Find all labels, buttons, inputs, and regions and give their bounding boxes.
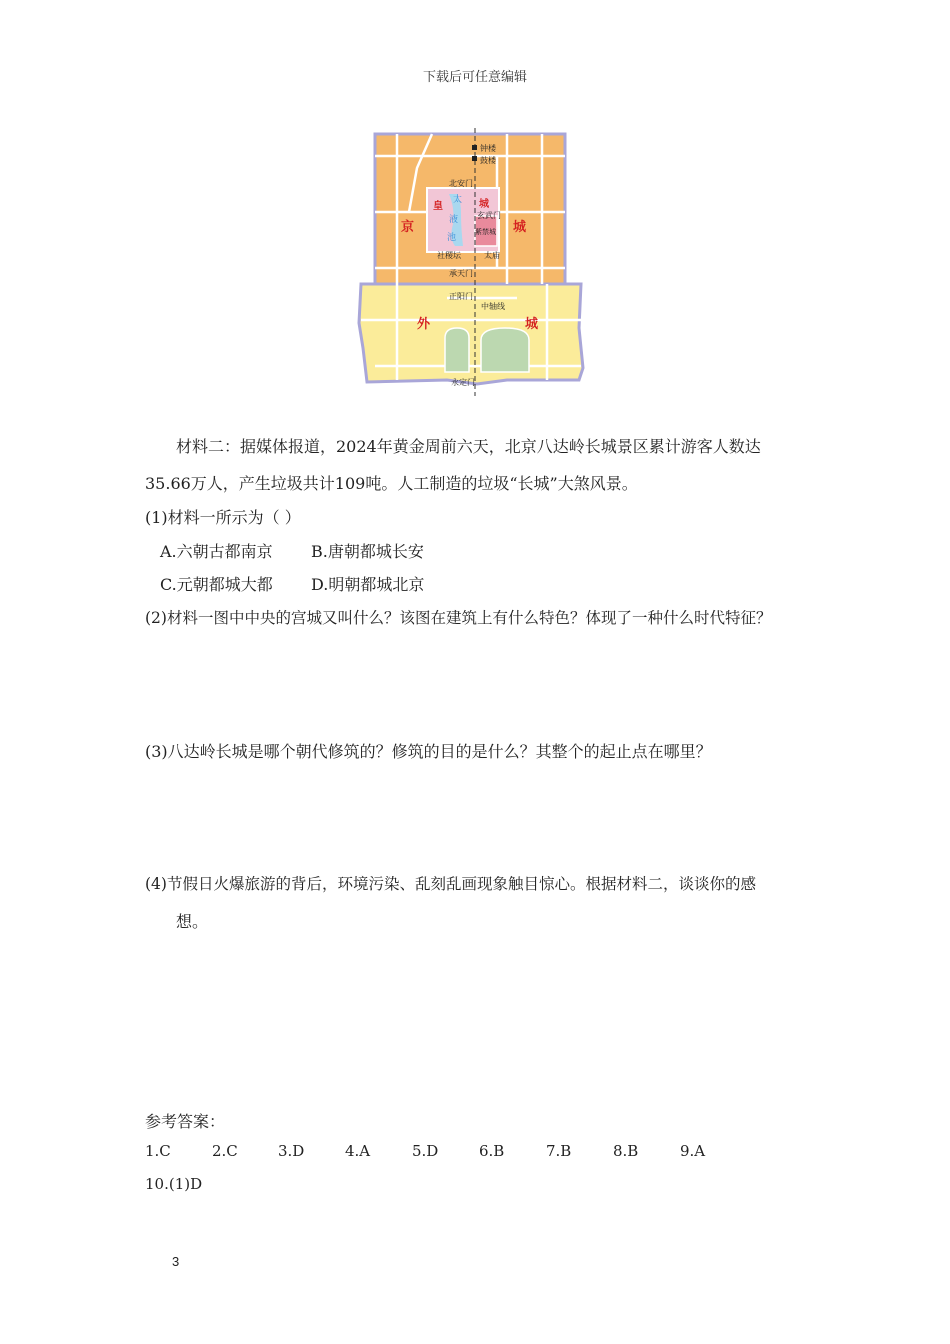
answer-3: 3.D xyxy=(278,1142,305,1160)
label-xuanwumen: 玄武门 xyxy=(477,211,501,220)
question-3: (3)八达岭长城是哪个朝代修筑的？修筑的目的是什么？其整个的起止点在哪里？ xyxy=(145,742,712,761)
answer-9: 9.A xyxy=(680,1142,706,1160)
label-chi: 池 xyxy=(447,233,457,243)
label-beianmen: 北安门 xyxy=(449,179,473,188)
park-right xyxy=(481,328,529,372)
label-ye: 液 xyxy=(449,215,459,225)
option-b: B.唐朝都城长安 xyxy=(311,542,424,561)
label-jing: 京 xyxy=(401,220,415,235)
label-taimiao: 太庙 xyxy=(484,251,500,260)
label-zhonglou: 钟楼 xyxy=(480,144,496,153)
map-svg xyxy=(357,128,607,396)
answer-10: 10.(1)D xyxy=(145,1175,203,1193)
answer-1: 1.C xyxy=(145,1142,171,1160)
label-tai: 太 xyxy=(453,195,463,205)
label-zhengyangmen: 正阳门 xyxy=(449,292,473,301)
page-header: 下载后可任意编辑 xyxy=(422,70,527,85)
answer-4: 4.A xyxy=(345,1142,371,1160)
question-4-line2: 想。 xyxy=(176,912,209,931)
question-4-line1: (4)节假日火爆旅游的背后，环境污染、乱刻乱画现象触目惊心。根据材料二，谈谈你的感 xyxy=(145,875,756,893)
option-a: A.六朝古都南京 xyxy=(160,542,273,561)
park-left xyxy=(445,328,469,372)
answer-8: 8.B xyxy=(613,1142,639,1160)
option-d: D.明朝都城北京 xyxy=(311,575,425,594)
label-wai: 外 xyxy=(417,317,431,332)
label-cheng-outer: 城 xyxy=(525,317,539,332)
question-1: (1)材料一所示为（ ） xyxy=(145,508,301,527)
gulou-marker xyxy=(472,156,477,161)
label-zijincheng: 紫禁城 xyxy=(475,229,496,236)
answer-7: 7.B xyxy=(546,1142,572,1160)
question-2: (2)材料一图中中央的宫城又叫什么？该图在建筑上有什么特色？体现了一种什么时代特征？ xyxy=(145,609,772,627)
label-huang: 皇 xyxy=(433,201,443,212)
zhonglou-marker xyxy=(472,145,477,150)
answers-title: 参考答案： xyxy=(145,1112,226,1131)
option-c: C.元朝都城大都 xyxy=(160,575,273,594)
answer-5: 5.D xyxy=(412,1142,439,1160)
answer-6: 6.B xyxy=(479,1142,505,1160)
beijing-map xyxy=(357,128,607,396)
material2-line2: 35.66万人，产生垃圾共计109吨。人工制造的垃圾“长城”大煞风景。 xyxy=(145,474,638,493)
label-zhouxian: 中轴线 xyxy=(481,302,505,311)
label-sheji: 社稷坛 xyxy=(437,251,461,260)
label-cheng-inner: 城 xyxy=(479,199,489,210)
answer-2: 2.C xyxy=(212,1142,238,1160)
material2-line1: 材料二：据媒体报道，2024年黄金周前六天，北京八达岭长城景区累计游客人数达 xyxy=(176,437,761,456)
label-chengtianmen: 承天门 xyxy=(449,269,473,278)
label-cheng-right: 城 xyxy=(513,220,527,235)
label-yongdingmen: 永定门 xyxy=(451,378,475,387)
page-number: 3 xyxy=(172,1254,180,1269)
label-gulou: 鼓楼 xyxy=(480,156,496,165)
